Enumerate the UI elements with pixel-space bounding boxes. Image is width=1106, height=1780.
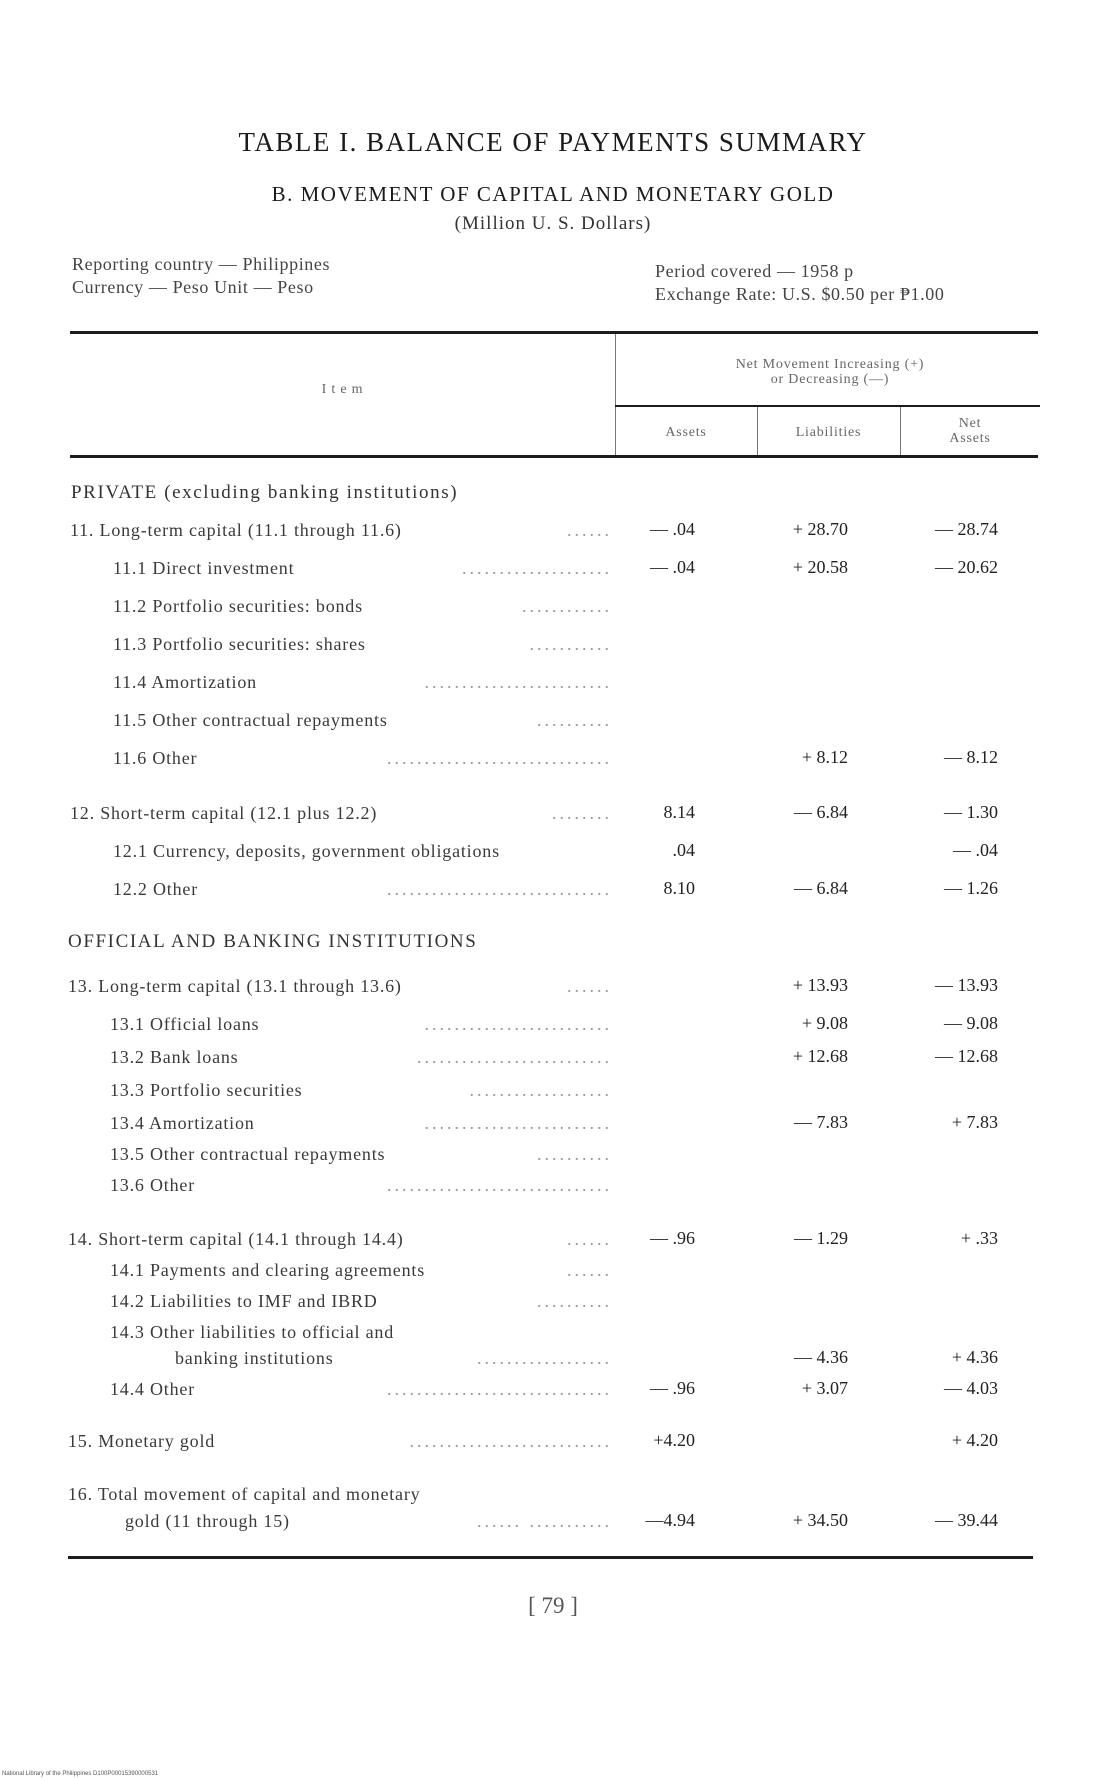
row-label: 14.2 Liabilities to IMF and IBRD	[110, 1291, 378, 1311]
assets-value: 8.10	[663, 878, 695, 898]
row-label: 11.4 Amortization	[113, 672, 257, 692]
net-assets-value: + 4.36	[951, 1347, 998, 1367]
header-mid-rule	[615, 405, 1040, 407]
net-assets-value: + .33	[960, 1228, 998, 1248]
row-label: gold (11 through 15)	[125, 1511, 290, 1531]
row-label: 12. Short-term capital (12.1 plus 12.2)	[70, 803, 378, 823]
leader-dots: .........................	[424, 1014, 612, 1034]
row-label: 11.6 Other	[113, 748, 198, 768]
scan-footer: National Library of the Philippines D100P00015390000531	[2, 1771, 159, 1777]
header-top-rule	[70, 331, 1038, 334]
leader-dots: .........................	[424, 1113, 612, 1133]
row-label: 12.1 Currency, deposits, government obligations	[113, 841, 500, 861]
row-label: 13.1 Official loans	[110, 1014, 260, 1034]
leader-dots: ..............................	[387, 748, 612, 768]
assets-value: +4.20	[653, 1430, 695, 1450]
liabilities-value: + 8.12	[801, 747, 848, 767]
liabilities-value: + 34.50	[792, 1510, 848, 1530]
leader-dots: ....................	[462, 558, 612, 578]
liabilities-value: — 6.84	[794, 802, 848, 822]
leader-dots: ...... ...........	[477, 1511, 612, 1531]
assets-value: .04	[672, 840, 695, 860]
leader-dots: ...........	[529, 634, 612, 654]
meta-left	[72, 253, 330, 299]
row-label: 14. Short-term capital (14.1 through 14.4)	[68, 1229, 404, 1249]
net-assets-value: — 20.62	[935, 557, 998, 577]
row-label: 13.2 Bank loans	[110, 1047, 239, 1067]
leader-dots: ..............................	[387, 879, 612, 899]
leader-dots: ..................	[477, 1348, 612, 1368]
assets-value: — .96	[650, 1378, 695, 1398]
assets-value: — .04	[650, 557, 695, 577]
net-assets-value: — 13.93	[935, 975, 998, 995]
net-assets-value: — 8.12	[944, 747, 998, 767]
liabilities-value: + 13.93	[792, 975, 848, 995]
row-label: 14.1 Payments and clearing agreements	[110, 1260, 426, 1280]
page-title: TABLE I. BALANCE OF PAYMENTS SUMMARY	[238, 127, 868, 157]
liabilities-value: + 20.58	[792, 557, 848, 577]
page-number: [ 79 ]	[528, 1593, 578, 1618]
assets-value: — .04	[650, 519, 695, 539]
section-private: PRIVATE (excluding banking institutions)	[71, 482, 459, 503]
net-assets-value: — 28.74	[935, 519, 998, 539]
leader-dots: ......	[567, 1260, 612, 1280]
leader-dots: .........................	[424, 672, 612, 692]
liabilities-value: — 1.29	[794, 1228, 848, 1248]
row-label: 14.4 Other	[110, 1379, 195, 1399]
leader-dots: ..............................	[387, 1175, 612, 1195]
section-official: OFFICIAL AND BANKING INSTITUTIONS	[68, 931, 478, 952]
exchange-rate: Exchange Rate: U.S. $0.50 per ₱1.00	[655, 284, 945, 304]
assets-value: 8.14	[663, 802, 695, 822]
reporting-country: Reporting country — Philippines	[72, 254, 331, 274]
row-label: 11.1 Direct investment	[113, 558, 295, 578]
liabilities-value: + 9.08	[801, 1013, 848, 1033]
net-assets-value: — 12.68	[935, 1046, 998, 1066]
row-label: 13.4 Amortization	[110, 1113, 255, 1133]
table-subtitle: B. MOVEMENT OF CAPITAL AND MONETARY GOLD	[271, 182, 835, 206]
assets-header: Assets	[665, 425, 707, 440]
leader-dots: ...........................	[409, 1431, 612, 1451]
liabilities-value: — 4.36	[794, 1347, 848, 1367]
row-label: 16. Total movement of capital and monetary	[68, 1484, 421, 1504]
net-assets-value: — 4.03	[944, 1378, 998, 1398]
row-label: 11.2 Portfolio securities: bonds	[113, 596, 363, 616]
row-label: 11.3 Portfolio securities: shares	[113, 634, 366, 654]
row-label: 13.3 Portfolio securities	[110, 1080, 303, 1100]
leader-dots: ...................	[469, 1080, 612, 1100]
leader-dots: ..........................	[417, 1047, 612, 1067]
assets-value: —4.94	[645, 1510, 695, 1530]
row-label: banking institutions	[175, 1348, 334, 1368]
row-label: 15. Monetary gold	[68, 1431, 216, 1451]
units-note: (Million U. S. Dollars)	[454, 213, 652, 234]
liabilities-header: Liabilities	[795, 425, 862, 440]
table-bottom-rule	[68, 1556, 1033, 1559]
meta-right	[655, 260, 944, 306]
net-assets-value: — 1.30	[944, 802, 998, 822]
net-movement-header: Net Movement Increasing (+) or Decreasing (—)	[735, 357, 925, 387]
period-covered: Period covered — 1958 p	[655, 261, 854, 281]
leader-dots: ......	[567, 520, 612, 540]
liabilities-value: — 7.83	[794, 1112, 848, 1132]
leader-dots: ..............................	[387, 1379, 612, 1399]
leader-dots: ........	[552, 803, 612, 823]
liabilities-value: + 3.07	[801, 1378, 848, 1398]
net-assets-value: + 4.20	[951, 1430, 998, 1450]
net-assets-value: — 1.26	[944, 878, 998, 898]
net-assets-value: + 7.83	[951, 1112, 998, 1132]
item-header: I t e m	[321, 382, 364, 397]
leader-dots: ..........	[537, 710, 612, 730]
row-label: 12.2 Other	[113, 879, 198, 899]
row-label: 13.5 Other contractual repayments	[110, 1144, 386, 1164]
row-label: 11. Long-term capital (11.1 through 11.6)	[70, 520, 402, 540]
row-label: 13.6 Other	[110, 1175, 195, 1195]
currency-unit: Currency — Peso Unit — Peso	[72, 277, 314, 297]
row-label: 11.5 Other contractual repayments	[113, 710, 388, 730]
row-label: 13. Long-term capital (13.1 through 13.6)	[68, 976, 402, 996]
liabilities-value: + 12.68	[792, 1046, 848, 1066]
leader-dots: ............	[522, 596, 612, 616]
leader-dots: ......	[567, 1229, 612, 1249]
leader-dots: ..........	[537, 1291, 612, 1311]
net-assets-value: — 9.08	[944, 1013, 998, 1033]
leader-dots: ......	[567, 976, 612, 996]
net-assets-value: — .04	[953, 840, 998, 860]
net-assets-value: — 39.44	[935, 1510, 998, 1530]
liabilities-value: + 28.70	[792, 519, 848, 539]
net-assets-header: Net Assets	[949, 416, 991, 446]
assets-value: — .96	[650, 1228, 695, 1248]
row-label: 14.3 Other liabilities to official and	[110, 1322, 395, 1342]
liabilities-value: — 6.84	[794, 878, 848, 898]
header-bottom-rule	[70, 455, 1038, 458]
leader-dots: ..........	[537, 1144, 612, 1164]
